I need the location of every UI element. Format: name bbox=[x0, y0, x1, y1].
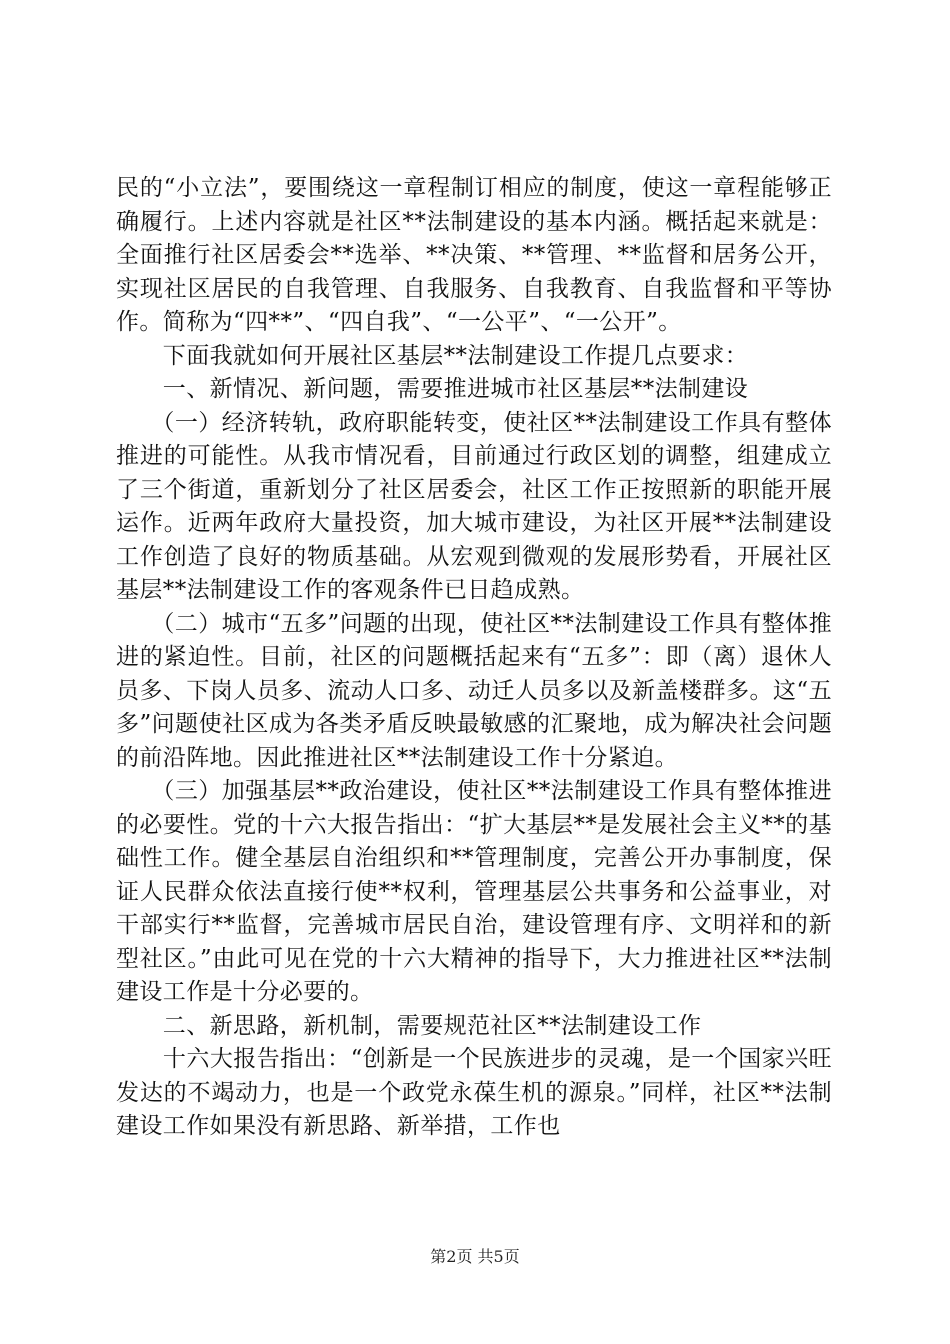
paragraph-point-one: （一）经济转轨，政府职能转变，使社区**法制建设工作具有整体推进的可能性。从我市情况看，目前通过行政区划的调整，组建成立了三个街道，重新划分了社区居委会，社区工作正按照新的职能开展运作。近两年政府大量投资，加大城市建设，为社区开展**法制建设工作创造了良好的物质基础。从宏观到微观的发展形势看，开展社区基层**法制建设工作的客观条件已日趋成熟。 bbox=[116, 409, 832, 603]
page-number-footer: 第2页 共5页 bbox=[430, 1247, 520, 1266]
paragraph-continuation: 民的“小立法”，要围绕这一章程制订相应的制度，使这一章程能够正确履行。上述内容就是社区**法制建设的基本内涵。概括起来就是：全面推行社区居委会**选举、**决策、**管理、**监督和居务公开，实现社区居民的自我管理、自我服务、自我教育、自我监督和平等协作。简称为“四**”、“四自我”、“一公平”、“一公开”。 bbox=[116, 175, 832, 335]
heading-section-two: 二、新思路，新机制，需要规范社区**法制建设工作 bbox=[116, 1012, 702, 1039]
document-body bbox=[116, 172, 832, 1144]
paragraph-point-two: （二）城市“五多”问题的出现，使社区**法制建设工作具有整体推进的紧迫性。目前，社区的问题概括起来有“五多”：即（离）退休人员多、下岗人员多、流动人口多、动迁人员多以及新盖楼群多。这“五多”问题使社区成为各类矛盾反映最敏感的汇聚地，成为解决社会问题的前沿阵地。因此推进社区**法制建设工作十分紧迫。 bbox=[116, 610, 832, 771]
paragraph-section-two-body: 十六大报告指出：“创新是一个民族进步的灵魂，是一个国家兴旺发达的不竭动力，也是一个政党永葆生机的源泉。”同样，社区**法制建设工作如果没有新思路、新举措，工作也 bbox=[116, 1046, 832, 1139]
paragraph-point-three: （三）加强基层**政治建设，使社区**法制建设工作具有整体推进的必要性。党的十六大报告指出：“扩大基层**是发展社会主义**的基础性工作。健全基层自治组织和**管理制度，完善公开办事制度，保证人民群众依法直接行使**权利，管理基层公共事务和公益事业，对干部实行**监督，完善城市居民自治，建设管理有序、文明祥和的新型社区。”由此可见在党的十六大精神的指导下，大力推进社区**法制建设工作是十分必要的。 bbox=[116, 778, 832, 1005]
paragraph-intro-requirements: 下面我就如何开展社区基层**法制建设工作提几点要求： bbox=[116, 342, 749, 369]
heading-section-one: 一、新情况、新问题，需要推进城市社区基层**法制建设 bbox=[116, 376, 749, 402]
